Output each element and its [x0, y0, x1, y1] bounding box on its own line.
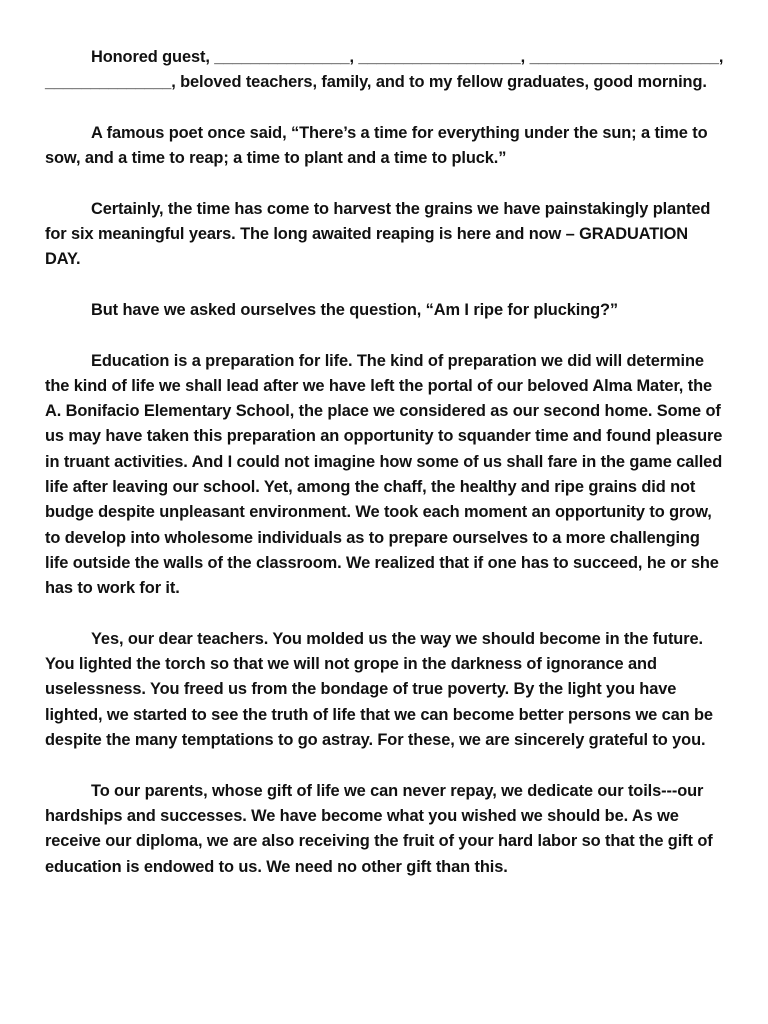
- salutation-paragraph: Honored guest, _______________, __________________, _____________________, ______________, beloved teachers, family, and to my fellow graduates, good morning.: [45, 48, 724, 92]
- education-paragraph: Education is a preparation for life. The kind of preparation we did will determine the kind of life we shall lead after we have left the portal of our beloved Alma Mater, the A. Bonifacio Elementary School, the place we considered as our second home. Some of us may have taken this preparation an opportunity to squander time and found pleasure in truant activities. And I could not imagine how some of us shall fare in the game called life after leaving our school. Yet, among the chaff, the healthy and ripe grains did not budge despite unpleasant environment. We took each moment an opportunity to grow, to develop into wholesome individuals as to prepare ourselves to a more challenging life outside the walls of the classroom. We realized that if one has to succeed, he or she has to work for it.: [45, 351, 723, 598]
- ripe-question-paragraph: But have we asked ourselves the question, “Am I ripe for plucking?”: [91, 300, 619, 319]
- parents-paragraph: To our parents, whose gift of life we can never repay, we dedicate our toils---our hardships and successes. We have become what you wished we should be. As we receive our diploma, we are also receiving the fruit of your hard labor so that the gift of education is endowed to us. We need no other gift than this.: [45, 781, 713, 876]
- harvest-paragraph: Certainly, the time has come to harvest the grains we have painstakingly planted for six meaningful years. The long awaited reaping is here and now – GRADUATION DAY.: [45, 199, 711, 269]
- poet-quote-paragraph: A famous poet once said, “There’s a time for everything under the sun; a time to sow, and a time to reap; a time to plant and a time to pluck.”: [45, 123, 708, 168]
- speech-document: [45, 45, 725, 880]
- teachers-paragraph: Yes, our dear teachers. You molded us the way we should become in the future. You lighted the torch so that we will not grope in the darkness of ignorance and uselessness. You freed us from the bondage of true poverty. By the light you have lighted, we started to see the truth of life that we can become better persons we can be despite the many temptations to go astray. For these, we are sincerely grateful to you.: [45, 629, 713, 750]
